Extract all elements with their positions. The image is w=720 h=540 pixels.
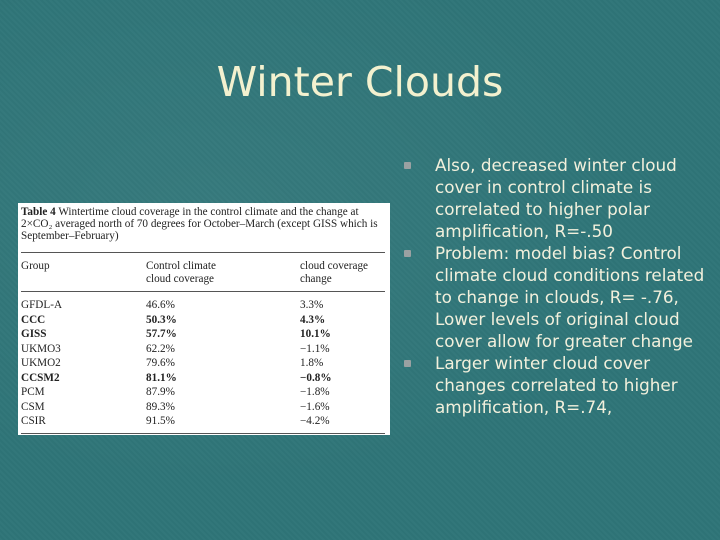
cell-change: 10.1% <box>300 328 331 340</box>
slide-title: Winter Clouds <box>216 58 504 106</box>
bullet-item <box>404 242 720 352</box>
bullet-marker-icon <box>404 250 411 257</box>
table-top-rule <box>21 252 385 253</box>
cell-change: −4.2% <box>300 415 330 427</box>
table-header-rule <box>21 291 385 292</box>
cell-control: 89.3% <box>146 400 175 413</box>
header-change-line2: change <box>300 273 332 285</box>
cell-change: −1.6% <box>300 400 330 413</box>
cell-group: GFDL-A <box>21 299 63 311</box>
cell-group: CCC <box>21 313 46 326</box>
cell-group: PCM <box>21 386 45 398</box>
table-row <box>21 372 385 384</box>
table-row <box>21 415 385 427</box>
cell-control: 50.3% <box>146 313 177 326</box>
bullet-item <box>404 154 720 242</box>
table-row <box>21 401 385 413</box>
cell-group: UKMO3 <box>21 342 61 355</box>
table-row <box>21 299 385 311</box>
header-change-line1: cloud coverage <box>300 260 369 272</box>
bullet-list <box>404 154 720 418</box>
cell-change: −0.8% <box>300 371 332 384</box>
cell-control: 91.5% <box>146 415 175 427</box>
table-row <box>21 343 385 355</box>
table-row <box>21 328 385 340</box>
table-row <box>21 386 385 398</box>
bullet-text: Also, decreased winter cloud cover in control climate is correlated to higher polar amplification, R=-.50 <box>435 155 677 241</box>
bullet-text: Larger winter cloud cover changes correlated to higher amplification, R=.74, <box>435 353 678 417</box>
cell-control: 57.7% <box>146 328 177 340</box>
bullet-marker-icon <box>404 162 411 169</box>
cell-change: 4.3% <box>300 313 326 326</box>
cell-group: UKMO2 <box>21 357 61 369</box>
bullet-text: Problem: model bias? Control climate cloud conditions related to change in clouds, R= -.76, Lower levels of original cloud cover allow for greater change <box>435 243 705 351</box>
table-caption-text: Wintertime cloud coverage in the control climate and the change at 2×CO₂ averaged north of 70 degrees for October–March (except GISS which is September–February) <box>21 206 378 242</box>
header-control-line1: Control climate <box>146 260 216 272</box>
table-bottom-rule <box>21 433 385 434</box>
cell-group: CSIR <box>21 415 46 427</box>
table-row <box>21 314 385 326</box>
cell-control: 81.1% <box>146 371 177 384</box>
cell-change: 3.3% <box>300 299 324 311</box>
table-caption <box>21 206 385 242</box>
bullet-marker-icon <box>404 360 411 367</box>
cell-control: 46.6% <box>146 299 175 311</box>
cell-group: CCSM2 <box>21 371 60 384</box>
cell-control: 62.2% <box>146 342 175 355</box>
cell-group: CSM <box>21 400 45 413</box>
table-row <box>21 357 385 369</box>
header-control-line2: cloud coverage <box>146 273 215 285</box>
cell-change: −1.1% <box>300 342 330 355</box>
cell-change: 1.8% <box>300 357 324 369</box>
cloud-coverage-table <box>18 203 390 435</box>
cell-change: −1.8% <box>300 386 330 398</box>
table-caption-label: Table 4 <box>21 206 56 218</box>
cell-control: 79.6% <box>146 357 175 369</box>
cell-control: 87.9% <box>146 386 175 398</box>
cell-group: GISS <box>21 328 47 340</box>
bullet-item <box>404 352 720 418</box>
header-group: Group <box>21 260 50 272</box>
